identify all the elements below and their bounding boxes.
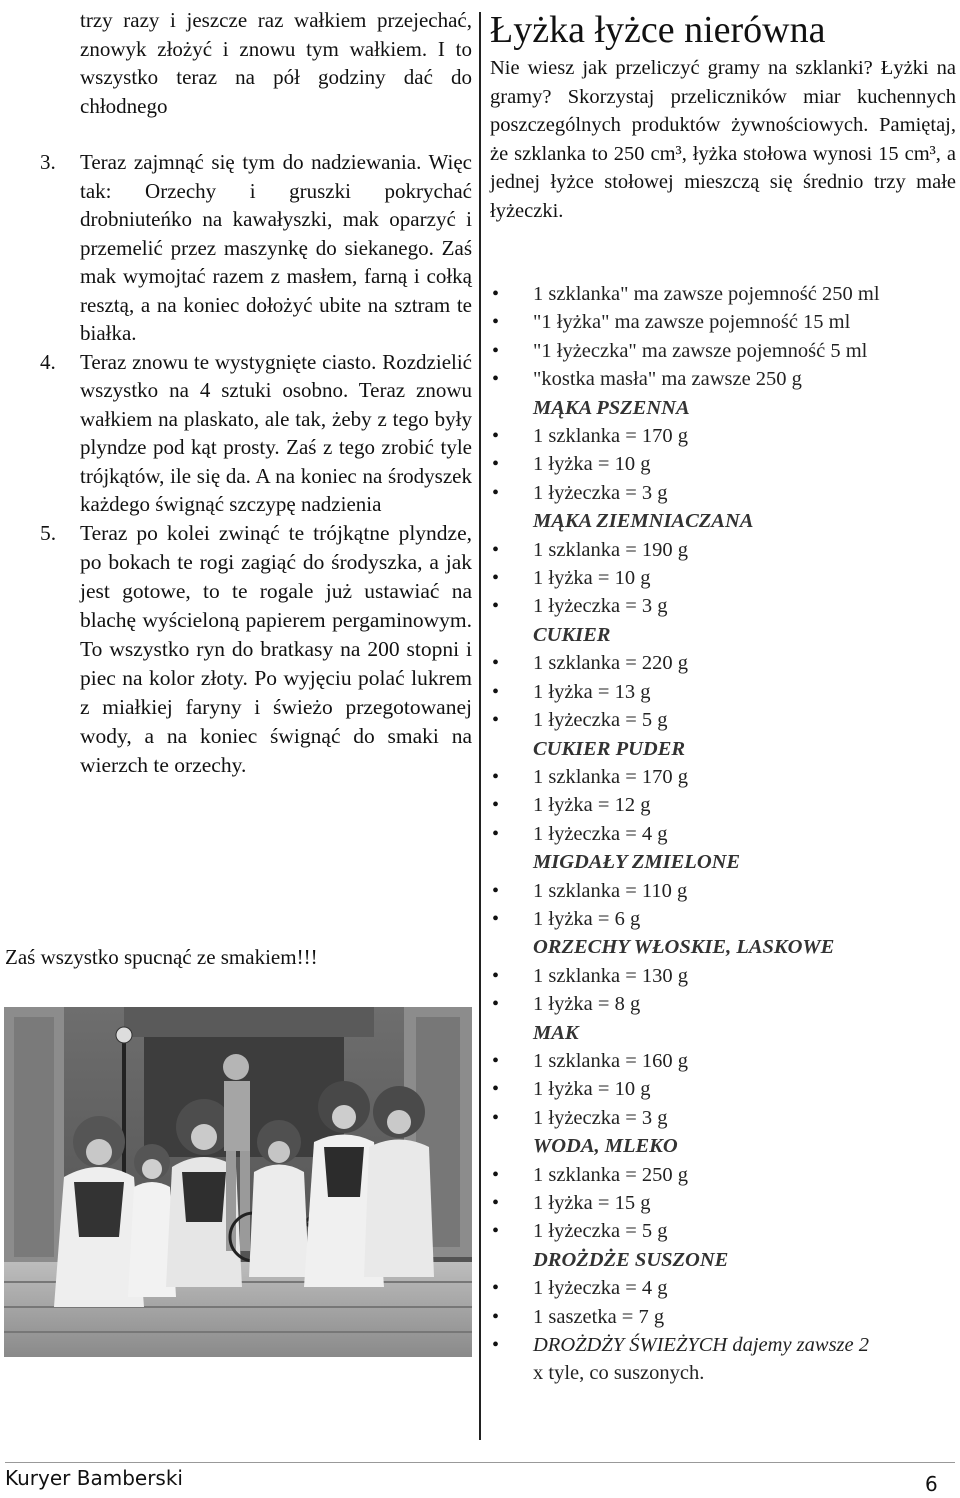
yeast-note-rest: x tyle, co suszonych.	[533, 1362, 705, 1385]
group-heading: WODA, MLEKO	[533, 1135, 678, 1158]
list-item: • 1 łyżka = 15 g	[490, 1189, 956, 1217]
list-item: • "kostka masła" ma zawsze 250 g	[490, 365, 956, 393]
list-item: • 1 szklanka = 110 g	[490, 877, 956, 905]
list-item: • 1 szklanka = 220 g	[490, 649, 956, 677]
recipe-step	[40, 348, 472, 519]
list-item: • 1 szklanka" ma zawsze pojemność 250 ml	[490, 280, 956, 308]
step-number: 5.	[40, 520, 57, 545]
list-item: • 1 łyżka = 10 g	[490, 450, 956, 478]
list-item: • 1 łyżeczka = 4 g	[490, 820, 956, 848]
photo-bamberki-group	[4, 1007, 472, 1357]
list-item: • 1 łyżka = 10 g	[490, 1075, 956, 1103]
group-heading: MĄKA PSZENNA	[533, 396, 690, 419]
list-item: • 1 łyżeczka = 3 g	[490, 592, 956, 620]
step-text: Teraz po kolei zwinąć te trójkątne plyndze, po bokach te rogi zagiąć do środyszka, a jak jest gotowe, to te rogale już ustawiać na blachę wyścieloną papierem pergaminowym. To wszystko ryn do bratkasy na 200 stopni i piec na kolor złoty. Po wyjęciu polać lukrem z miałkiej faryny i świeżo przegotowanej wody, a na koniec śwignąć do smaki na wierzch te orzechy.	[80, 520, 472, 777]
right-column	[490, 8, 956, 225]
step-text: Teraz znowu te wystygnięte ciasto. Rozdzielić wszystko na 4 sztuki osobno. Teraz znowu wałkiem na plaskato, ale tak, żeby z tego były plyndze pod kąt prosty. Zaś z tego zrobić tyle trójkątów, ile się da. A na koniec na środyszek każdego śwignąć szczypę nadzienia	[80, 349, 472, 516]
column-divider	[479, 12, 481, 1440]
group-heading: MAK	[533, 1021, 579, 1044]
list-item: • 1 szklanka = 250 g	[490, 1161, 956, 1189]
list-item: • 1 szklanka = 130 g	[490, 962, 956, 990]
closing-line: Zaś wszystko spucnąć ze smakiem!!!	[5, 945, 318, 969]
group-heading: MIGDAŁY ZMIELONE	[533, 851, 741, 874]
group-heading: DROŻDŻE SUSZONE	[533, 1248, 729, 1271]
step-number: 3.	[40, 150, 56, 174]
page-number: 6	[925, 1472, 938, 1496]
conversion-list	[490, 280, 956, 1388]
publication-name: Kuryer Bamberski	[5, 1466, 183, 1490]
group-heading: CUKIER PUDER	[533, 737, 686, 760]
step-number: 4.	[40, 349, 56, 374]
step-text: Teraz zajmnąć się tym do nadziewania. Więc tak: Orzechy i gruszki pokrychać drobniuteńko na kawałyszki, mak oparzyć i przemelić przez maszynkę do siekanego. Zaś mak wymojtać razem z masłem, farną i cołką resztą, a na koniec dołożyć ubite na sztram te białka.	[80, 150, 472, 345]
group-heading: ORZECHY WŁOSKIE, LASKOWE	[533, 936, 835, 959]
list-item: • 1 łyżka = 10 g	[490, 564, 956, 592]
list-item: • 1 łyżeczka = 4 g	[490, 1274, 956, 1302]
left-column	[40, 6, 472, 780]
list-item: • 1 łyżeczka = 5 g	[490, 1217, 956, 1245]
yeast-note-italic: DROŻDŻY ŚWIEŻYCH dajemy zawsze 2	[533, 1334, 869, 1357]
article-intro: Nie wiesz jak przeliczyć gramy na szklanki? Łyżki na gramy? Skorzystaj przeliczników miar kuchennych poszczególnych produktów żywnościowych. Pamiętaj, że szklanka to 250 cm³, łyżka stołowa wynosi 15 cm³, a jednej łyżce stołowej mieszczą się średnio trzy małe łyżeczki.	[490, 57, 956, 222]
recipe-step	[40, 148, 472, 348]
list-item: • 1 szklanka = 170 g	[490, 422, 956, 450]
group-heading: CUKIER	[533, 623, 611, 646]
list-item: • 1 łyżka = 12 g	[490, 791, 956, 819]
list-item: • 1 łyżka = 6 g	[490, 905, 956, 933]
recipe-step	[40, 519, 472, 780]
list-item: • 1 szklanka = 190 g	[490, 536, 956, 564]
list-item: • "1 łyżeczka" ma zawsze pojemność 5 ml	[490, 337, 956, 365]
list-item: • 1 szklanka = 160 g	[490, 1047, 956, 1075]
list-item: • 1 łyżeczka = 3 g	[490, 1104, 956, 1132]
recipe-continuation: trzy razy i jeszcze raz wałkiem przejechać, znowyk złożyć i znowu tym wałkiem. I to wszystko teraz na pół godziny dać do chłodnego	[80, 8, 472, 118]
recipe-steps	[40, 148, 472, 780]
list-item: • 1 szklanka = 170 g	[490, 763, 956, 791]
list-item: • 1 łyżka = 13 g	[490, 678, 956, 706]
group-heading: MĄKA ZIEMNIACZANA	[533, 510, 754, 533]
list-item: • "1 łyżka" ma zawsze pojemność 15 ml	[490, 308, 956, 336]
list-item: • 1 saszetka = 7 g	[490, 1303, 956, 1331]
yeast-note	[490, 1331, 956, 1388]
list-item: • 1 łyżeczka = 5 g	[490, 706, 956, 734]
article-title: Łyżka łyżce nierówna	[490, 9, 826, 51]
list-item: • 1 łyżeczka = 3 g	[490, 479, 956, 507]
footer-rule	[5, 1462, 955, 1463]
list-item: • 1 łyżka = 8 g	[490, 990, 956, 1018]
